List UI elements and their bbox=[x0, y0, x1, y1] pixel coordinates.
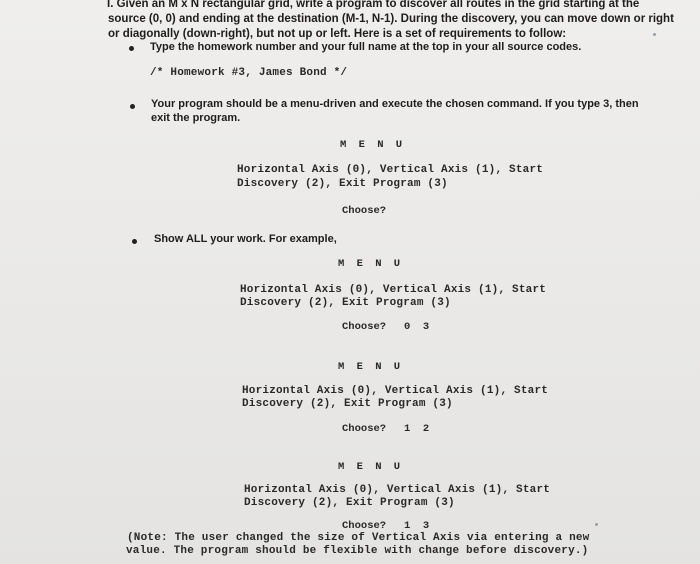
problem-intro-line-3: or diagonally (down-right), but not up or left. Here is a set of requirements to follow: bbox=[108, 28, 567, 40]
note-line-1: (Note: The user changed the size of Vertical Axis via entering a new bbox=[127, 532, 590, 544]
session-1-input: 0 3 bbox=[404, 321, 430, 333]
comment-example: /* Homework #3, James Bond */ bbox=[150, 67, 348, 79]
session-3-input: 1 3 bbox=[404, 520, 430, 532]
bullet-icon bbox=[132, 239, 137, 244]
session-3-line-2: Discovery (2), Exit Program (3) bbox=[244, 497, 455, 509]
requirement-3: Show ALL your work. For example, bbox=[154, 233, 337, 245]
requirement-2-line-1: Your program should be a menu-driven and execute the chosen command. If you type 3, then bbox=[151, 98, 639, 110]
paper-speck bbox=[595, 523, 598, 526]
session-1-line-1: Horizontal Axis (0), Vertical Axis (1), Start bbox=[240, 284, 547, 296]
session-3-line-1: Horizontal Axis (0), Vertical Axis (1), Start bbox=[244, 484, 551, 496]
session-2-line-2: Discovery (2), Exit Program (3) bbox=[242, 398, 453, 410]
bullet-icon bbox=[129, 46, 134, 51]
session-3-menu-title: M E N U bbox=[338, 461, 404, 473]
menu-example-title: M E N U bbox=[340, 139, 406, 151]
session-2-prompt: Choose? bbox=[342, 423, 387, 435]
problem-intro-line-2: source (0, 0) and ending at the destination (M-1, N-1). During the discovery, you can move down or right bbox=[108, 13, 674, 25]
requirement-1: Type the homework number and your full name at the top in your all source codes. bbox=[150, 41, 582, 53]
session-1-menu-title: M E N U bbox=[338, 258, 404, 270]
menu-example-prompt: Choose? bbox=[342, 205, 387, 217]
session-2-line-1: Horizontal Axis (0), Vertical Axis (1), Start bbox=[242, 385, 549, 397]
menu-example-line-1: Horizontal Axis (0), Vertical Axis (1), Start bbox=[237, 164, 544, 176]
bullet-icon bbox=[130, 104, 135, 109]
menu-example-line-2: Discovery (2), Exit Program (3) bbox=[237, 178, 448, 190]
note-line-2: value. The program should be flexible with change before discovery.) bbox=[126, 545, 589, 557]
session-2-input: 1 2 bbox=[404, 423, 430, 435]
paper-speck bbox=[653, 33, 656, 36]
session-3-prompt: Choose? bbox=[342, 520, 387, 532]
problem-intro-line-1: I. Given an M x N rectangular grid, write a program to discover all routes in the grid starting at the bbox=[107, 0, 640, 10]
session-1-prompt: Choose? bbox=[342, 321, 387, 333]
session-1-line-2: Discovery (2), Exit Program (3) bbox=[240, 297, 451, 309]
requirement-2-line-2: exit the program. bbox=[151, 112, 241, 124]
session-2-menu-title: M E N U bbox=[338, 361, 404, 373]
